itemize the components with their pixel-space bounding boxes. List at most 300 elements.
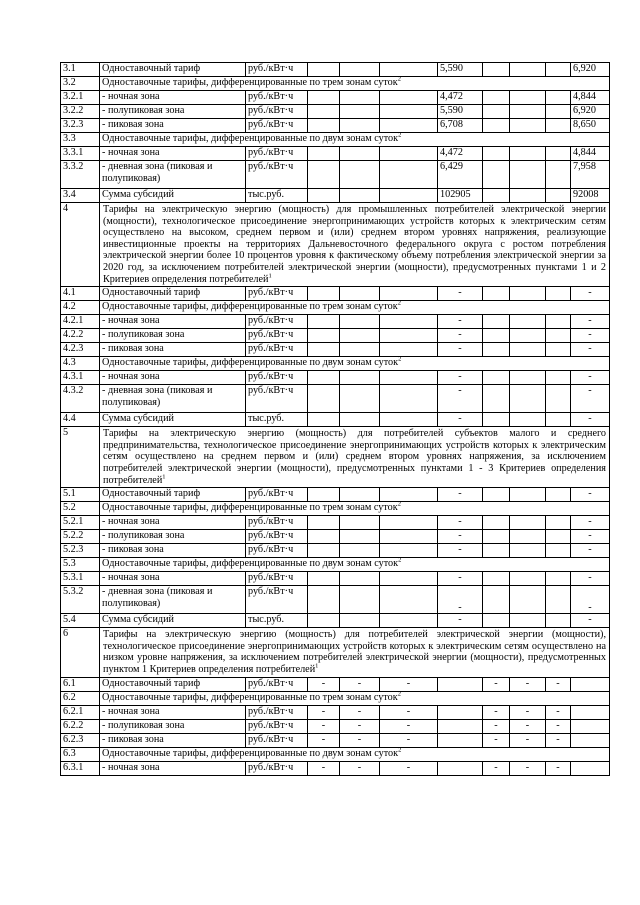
value-cell xyxy=(340,189,380,203)
unit-cell: руб./кВт·ч xyxy=(246,544,308,558)
row-label-cell: - дневная зона (пиковая и полупиковая) xyxy=(100,161,246,189)
value-cell xyxy=(380,119,438,133)
value-cell xyxy=(380,572,438,586)
value-cell xyxy=(483,189,510,203)
section-heading-cell xyxy=(100,77,610,91)
value-cell: 7,958 xyxy=(571,161,610,189)
unit-cell: руб./кВт·ч xyxy=(246,343,308,357)
value-cell xyxy=(546,385,571,413)
table-row xyxy=(61,544,610,558)
value-cell: - xyxy=(438,586,483,614)
unit-cell: руб./кВт·ч xyxy=(246,677,308,691)
value-cell xyxy=(380,488,438,502)
footnote-mark: 1 xyxy=(162,473,166,481)
unit-cell: руб./кВт·ч xyxy=(246,329,308,343)
table-row xyxy=(61,147,610,161)
unit-cell: руб./кВт·ч xyxy=(246,105,308,119)
section-heading-text: Одноставочные тарифы, дифференцированные по двум зонам суток xyxy=(102,133,399,144)
row-label-cell: - ночная зона xyxy=(100,91,246,105)
value-cell xyxy=(510,586,546,614)
value-cell: - xyxy=(340,719,380,733)
value-cell: - xyxy=(571,385,610,413)
value-cell xyxy=(510,147,546,161)
table-row xyxy=(61,63,610,77)
value-cell xyxy=(380,614,438,628)
value-cell: - xyxy=(571,315,610,329)
value-cell: - xyxy=(571,516,610,530)
value-cell: - xyxy=(438,329,483,343)
table-row xyxy=(61,301,610,315)
value-cell: - xyxy=(510,733,546,747)
value-cell: - xyxy=(438,287,483,301)
unit-cell: руб./кВт·ч xyxy=(246,315,308,329)
value-cell xyxy=(483,161,510,189)
value-cell: - xyxy=(571,371,610,385)
value-cell xyxy=(340,385,380,413)
unit-cell: руб./кВт·ч xyxy=(246,761,308,775)
unit-cell: руб./кВт·ч xyxy=(246,488,308,502)
value-cell xyxy=(483,105,510,119)
row-label-cell: - ночная зона xyxy=(100,147,246,161)
value-cell xyxy=(308,287,340,301)
value-cell xyxy=(340,287,380,301)
table-row xyxy=(61,691,610,705)
value-cell: - xyxy=(510,719,546,733)
footnote-mark: 2 xyxy=(397,76,401,83)
category-description-text: Тарифы на электрическую энергию (мощность) для промышленных потребителей электрической энергии (мощности), технологическое присоединение энергопринимающих устройств которых к электрическим сетям осуществлено на высоком, среднем первом и (или) среднем втором уровнях напряжения, реализующие инвестиционные проекты на территориях Дальневосточного федерального округа с ростом потребления электрической энергии более 10 процентов уровня к фактическому объему потребления электрической энергии за 2020 год, за исключением потребителей электрической энергии (мощности), предусмотренных пунктами 1 и 2 Критериев определения потребителей xyxy=(103,204,606,285)
row-number-cell: 6.3 xyxy=(61,747,100,761)
value-cell xyxy=(483,63,510,77)
value-cell xyxy=(340,544,380,558)
footnote-mark: 2 xyxy=(398,747,402,754)
table-row xyxy=(61,161,610,189)
value-cell xyxy=(340,315,380,329)
table-row xyxy=(61,502,610,516)
value-cell xyxy=(546,516,571,530)
value-cell xyxy=(546,189,571,203)
section-heading-cell xyxy=(100,691,610,705)
value-cell xyxy=(380,516,438,530)
value-cell xyxy=(308,516,340,530)
value-cell: - xyxy=(308,719,340,733)
value-cell: - xyxy=(571,572,610,586)
section-heading-cell xyxy=(100,301,610,315)
row-number-cell: 6.1 xyxy=(61,677,100,691)
value-cell xyxy=(510,572,546,586)
table-row xyxy=(61,385,610,413)
value-cell xyxy=(438,761,483,775)
value-cell xyxy=(546,586,571,614)
row-label-cell: Одноставочный тариф xyxy=(100,63,246,77)
unit-cell: руб./кВт·ч xyxy=(246,91,308,105)
row-label-cell: - дневная зона (пиковая и полупиковая) xyxy=(100,385,246,413)
value-cell xyxy=(380,91,438,105)
value-cell xyxy=(510,343,546,357)
unit-cell: тыс.руб. xyxy=(246,189,308,203)
value-cell xyxy=(510,119,546,133)
category-description-text: Тарифы на электрическую энергию (мощность) для потребителей субъектов малого и среднего предпринимательства, технологическое присоединение энергопринимающих устройств которых к электрическим сетям осуществлено на среднем первом и (или) среднем втором уровнях напряжения, за исключением потребителей электрической энергии (мощности), предусмотренных пунктами 1 - 3 Критериев определения потребителей xyxy=(103,428,606,486)
value-cell: - xyxy=(483,733,510,747)
table-row xyxy=(61,558,610,572)
value-cell xyxy=(571,677,610,691)
value-cell: 8,650 xyxy=(571,119,610,133)
value-cell xyxy=(510,385,546,413)
value-cell xyxy=(510,91,546,105)
section-heading-cell xyxy=(100,502,610,516)
value-cell: - xyxy=(380,677,438,691)
value-cell: 92008 xyxy=(571,189,610,203)
value-cell xyxy=(380,530,438,544)
row-label-cell: - пиковая зона xyxy=(100,119,246,133)
value-cell xyxy=(340,371,380,385)
value-cell xyxy=(380,161,438,189)
unit-cell: руб./кВт·ч xyxy=(246,572,308,586)
section-heading-text: Одноставочные тарифы, дифференцированные по трем зонам суток xyxy=(102,691,398,703)
value-cell: - xyxy=(380,733,438,747)
value-cell: 4,844 xyxy=(571,91,610,105)
value-cell xyxy=(380,287,438,301)
row-number-cell: 4.3 xyxy=(61,357,100,371)
value-cell: 6,920 xyxy=(571,63,610,77)
table-row xyxy=(61,719,610,733)
value-cell xyxy=(510,530,546,544)
value-cell xyxy=(510,371,546,385)
value-cell xyxy=(308,530,340,544)
value-cell xyxy=(340,343,380,357)
value-cell xyxy=(483,516,510,530)
value-cell xyxy=(380,105,438,119)
value-cell: - xyxy=(438,530,483,544)
section-heading-text: Одноставочные тарифы, дифференцированные по трем зонам суток xyxy=(102,502,398,514)
value-cell xyxy=(308,91,340,105)
value-cell: - xyxy=(308,733,340,747)
value-cell xyxy=(308,189,340,203)
row-number-cell: 6.2.3 xyxy=(61,733,100,747)
row-number-cell: 5.3.2 xyxy=(61,586,100,614)
value-cell xyxy=(340,329,380,343)
row-number-cell: 6 xyxy=(61,628,100,677)
value-cell xyxy=(380,343,438,357)
value-cell xyxy=(340,572,380,586)
value-cell: - xyxy=(571,329,610,343)
value-cell: 5,590 xyxy=(438,63,483,77)
table-row xyxy=(61,119,610,133)
unit-cell: тыс.руб. xyxy=(246,614,308,628)
value-cell: - xyxy=(571,488,610,502)
value-cell xyxy=(340,119,380,133)
table-row xyxy=(61,371,610,385)
value-cell xyxy=(483,572,510,586)
table-row xyxy=(61,105,610,119)
value-cell: - xyxy=(438,572,483,586)
row-label-cell: - ночная зона xyxy=(100,371,246,385)
value-cell: - xyxy=(438,544,483,558)
value-cell xyxy=(308,63,340,77)
table-row xyxy=(61,761,610,775)
unit-cell: руб./кВт·ч xyxy=(246,119,308,133)
value-cell: - xyxy=(308,761,340,775)
section-heading-cell xyxy=(100,558,610,572)
row-number-cell: 6.2 xyxy=(61,691,100,705)
row-number-cell: 3.1 xyxy=(61,63,100,77)
value-cell xyxy=(308,572,340,586)
row-number-cell: 6.2.2 xyxy=(61,719,100,733)
value-cell xyxy=(340,586,380,614)
row-label-cell: Сумма субсидий xyxy=(100,614,246,628)
row-number-cell: 4.3.2 xyxy=(61,385,100,413)
row-number-cell: 4.2 xyxy=(61,301,100,315)
footnote-mark: 1 xyxy=(315,662,319,670)
value-cell: - xyxy=(438,614,483,628)
value-cell xyxy=(483,488,510,502)
table-row xyxy=(61,357,610,371)
value-cell xyxy=(340,63,380,77)
section-heading-text: Одноставочные тарифы, дифференцированные по трем зонам суток xyxy=(102,301,398,313)
value-cell xyxy=(308,119,340,133)
row-number-cell: 3.2.2 xyxy=(61,105,100,119)
value-cell xyxy=(308,544,340,558)
value-cell xyxy=(340,413,380,427)
value-cell xyxy=(546,343,571,357)
value-cell xyxy=(510,488,546,502)
unit-cell: руб./кВт·ч xyxy=(246,733,308,747)
value-cell: 4,844 xyxy=(571,147,610,161)
value-cell xyxy=(546,329,571,343)
value-cell: 5,590 xyxy=(438,105,483,119)
value-cell: - xyxy=(340,733,380,747)
table-row xyxy=(61,530,610,544)
footnote-mark: 2 xyxy=(397,501,401,508)
unit-cell: руб./кВт·ч xyxy=(246,63,308,77)
table-row xyxy=(61,77,610,91)
value-cell xyxy=(546,544,571,558)
row-number-cell: 4.3.1 xyxy=(61,371,100,385)
value-cell: - xyxy=(438,413,483,427)
unit-cell: руб./кВт·ч xyxy=(246,586,308,614)
value-cell: - xyxy=(571,614,610,628)
unit-cell: руб./кВт·ч xyxy=(246,516,308,530)
row-number-cell: 5.2.1 xyxy=(61,516,100,530)
value-cell: - xyxy=(380,761,438,775)
row-number-cell: 4 xyxy=(61,203,100,287)
tariff-table xyxy=(60,62,610,776)
value-cell xyxy=(510,516,546,530)
value-cell xyxy=(571,733,610,747)
unit-cell: руб./кВт·ч xyxy=(246,385,308,413)
value-cell xyxy=(380,544,438,558)
value-cell xyxy=(510,315,546,329)
table-row xyxy=(61,572,610,586)
table-row xyxy=(61,747,610,761)
row-number-cell: 3.3.2 xyxy=(61,161,100,189)
value-cell: - xyxy=(438,315,483,329)
row-number-cell: 5.3.1 xyxy=(61,572,100,586)
table-row xyxy=(61,614,610,628)
value-cell: - xyxy=(438,385,483,413)
value-cell: - xyxy=(438,488,483,502)
value-cell xyxy=(340,530,380,544)
value-cell: - xyxy=(483,677,510,691)
value-cell xyxy=(340,516,380,530)
value-cell xyxy=(438,677,483,691)
value-cell xyxy=(380,385,438,413)
category-description-cell xyxy=(100,628,610,677)
value-cell xyxy=(546,530,571,544)
section-heading-cell xyxy=(100,357,610,371)
value-cell: - xyxy=(340,705,380,719)
unit-cell: руб./кВт·ч xyxy=(246,530,308,544)
footnote-mark: 1 xyxy=(268,272,272,280)
row-label-cell: Сумма субсидий xyxy=(100,189,246,203)
value-cell xyxy=(510,413,546,427)
value-cell xyxy=(308,385,340,413)
row-label-cell: Сумма субсидий xyxy=(100,413,246,427)
value-cell: - xyxy=(483,719,510,733)
value-cell xyxy=(546,147,571,161)
unit-cell: руб./кВт·ч xyxy=(246,719,308,733)
table-row xyxy=(61,733,610,747)
value-cell xyxy=(308,413,340,427)
value-cell xyxy=(438,733,483,747)
table-row xyxy=(61,343,610,357)
value-cell xyxy=(340,105,380,119)
row-number-cell: 5.2.2 xyxy=(61,530,100,544)
row-number-cell: 3.2.1 xyxy=(61,91,100,105)
value-cell xyxy=(483,614,510,628)
value-cell xyxy=(510,105,546,119)
value-cell xyxy=(308,614,340,628)
row-number-cell: 6.2.1 xyxy=(61,705,100,719)
value-cell: - xyxy=(438,371,483,385)
value-cell xyxy=(380,63,438,77)
value-cell xyxy=(308,371,340,385)
table-row xyxy=(61,677,610,691)
value-cell: - xyxy=(546,733,571,747)
value-cell xyxy=(380,413,438,427)
value-cell xyxy=(483,371,510,385)
value-cell xyxy=(546,105,571,119)
row-number-cell: 3.3.1 xyxy=(61,147,100,161)
value-cell: - xyxy=(340,761,380,775)
value-cell xyxy=(380,329,438,343)
value-cell xyxy=(308,105,340,119)
row-label-cell: - ночная зона xyxy=(100,516,246,530)
value-cell: - xyxy=(571,586,610,614)
value-cell: - xyxy=(571,343,610,357)
value-cell xyxy=(483,530,510,544)
value-cell xyxy=(380,189,438,203)
value-cell xyxy=(546,488,571,502)
table-row xyxy=(61,586,610,614)
value-cell: - xyxy=(380,705,438,719)
value-cell: - xyxy=(380,719,438,733)
table-row xyxy=(61,516,610,530)
value-cell xyxy=(308,586,340,614)
value-cell xyxy=(438,719,483,733)
table-row xyxy=(61,315,610,329)
value-cell: - xyxy=(510,677,546,691)
section-heading-cell xyxy=(100,747,610,761)
table-row xyxy=(61,133,610,147)
category-description-cell xyxy=(100,203,610,287)
value-cell xyxy=(308,147,340,161)
value-cell xyxy=(546,614,571,628)
value-cell xyxy=(483,544,510,558)
value-cell: 6,920 xyxy=(571,105,610,119)
value-cell: - xyxy=(571,544,610,558)
value-cell: - xyxy=(340,677,380,691)
value-cell xyxy=(546,315,571,329)
value-cell xyxy=(483,315,510,329)
row-label-cell: Одноставочный тариф xyxy=(100,488,246,502)
table-row xyxy=(61,287,610,301)
section-heading-text: Одноставочные тарифы, дифференцированные по трем зонам суток xyxy=(102,77,398,88)
footnote-mark: 2 xyxy=(398,356,402,363)
value-cell: - xyxy=(571,413,610,427)
value-cell: - xyxy=(308,677,340,691)
row-label-cell: - дневная зона (пиковая и полупиковая) xyxy=(100,586,246,614)
value-cell xyxy=(340,614,380,628)
row-number-cell: 4.1 xyxy=(61,287,100,301)
value-cell xyxy=(483,329,510,343)
row-label-cell: - пиковая зона xyxy=(100,343,246,357)
row-number-cell: 5.1 xyxy=(61,488,100,502)
value-cell xyxy=(510,63,546,77)
table-row xyxy=(61,488,610,502)
row-number-cell: 5.3 xyxy=(61,558,100,572)
unit-cell: руб./кВт·ч xyxy=(246,287,308,301)
table-row xyxy=(61,329,610,343)
row-number-cell: 4.2.1 xyxy=(61,315,100,329)
table-row xyxy=(61,91,610,105)
value-cell: - xyxy=(571,530,610,544)
unit-cell: руб./кВт·ч xyxy=(246,161,308,189)
value-cell: 6,429 xyxy=(438,161,483,189)
value-cell xyxy=(483,413,510,427)
value-cell xyxy=(571,705,610,719)
value-cell: 102905 xyxy=(438,189,483,203)
row-label-cell: Одноставочный тариф xyxy=(100,287,246,301)
value-cell xyxy=(340,488,380,502)
row-label-cell: - пиковая зона xyxy=(100,544,246,558)
row-label-cell: - ночная зона xyxy=(100,705,246,719)
value-cell xyxy=(483,385,510,413)
value-cell xyxy=(483,586,510,614)
value-cell xyxy=(546,371,571,385)
row-number-cell: 3.2.3 xyxy=(61,119,100,133)
value-cell: - xyxy=(571,287,610,301)
value-cell: 4,472 xyxy=(438,147,483,161)
row-number-cell: 3.3 xyxy=(61,133,100,147)
value-cell: 6,708 xyxy=(438,119,483,133)
row-label-cell: - полупиковая зона xyxy=(100,105,246,119)
value-cell xyxy=(308,488,340,502)
value-cell xyxy=(510,189,546,203)
row-number-cell: 4.4 xyxy=(61,413,100,427)
row-number-cell: 4.2.2 xyxy=(61,329,100,343)
table-row xyxy=(61,413,610,427)
value-cell xyxy=(510,161,546,189)
value-cell xyxy=(483,119,510,133)
row-label-cell: - полупиковая зона xyxy=(100,329,246,343)
value-cell: - xyxy=(546,705,571,719)
value-cell xyxy=(380,315,438,329)
unit-cell: тыс.руб. xyxy=(246,413,308,427)
row-label-cell: Одноставочный тариф xyxy=(100,677,246,691)
row-number-cell: 6.3.1 xyxy=(61,761,100,775)
unit-cell: руб./кВт·ч xyxy=(246,705,308,719)
row-number-cell: 3.4 xyxy=(61,189,100,203)
